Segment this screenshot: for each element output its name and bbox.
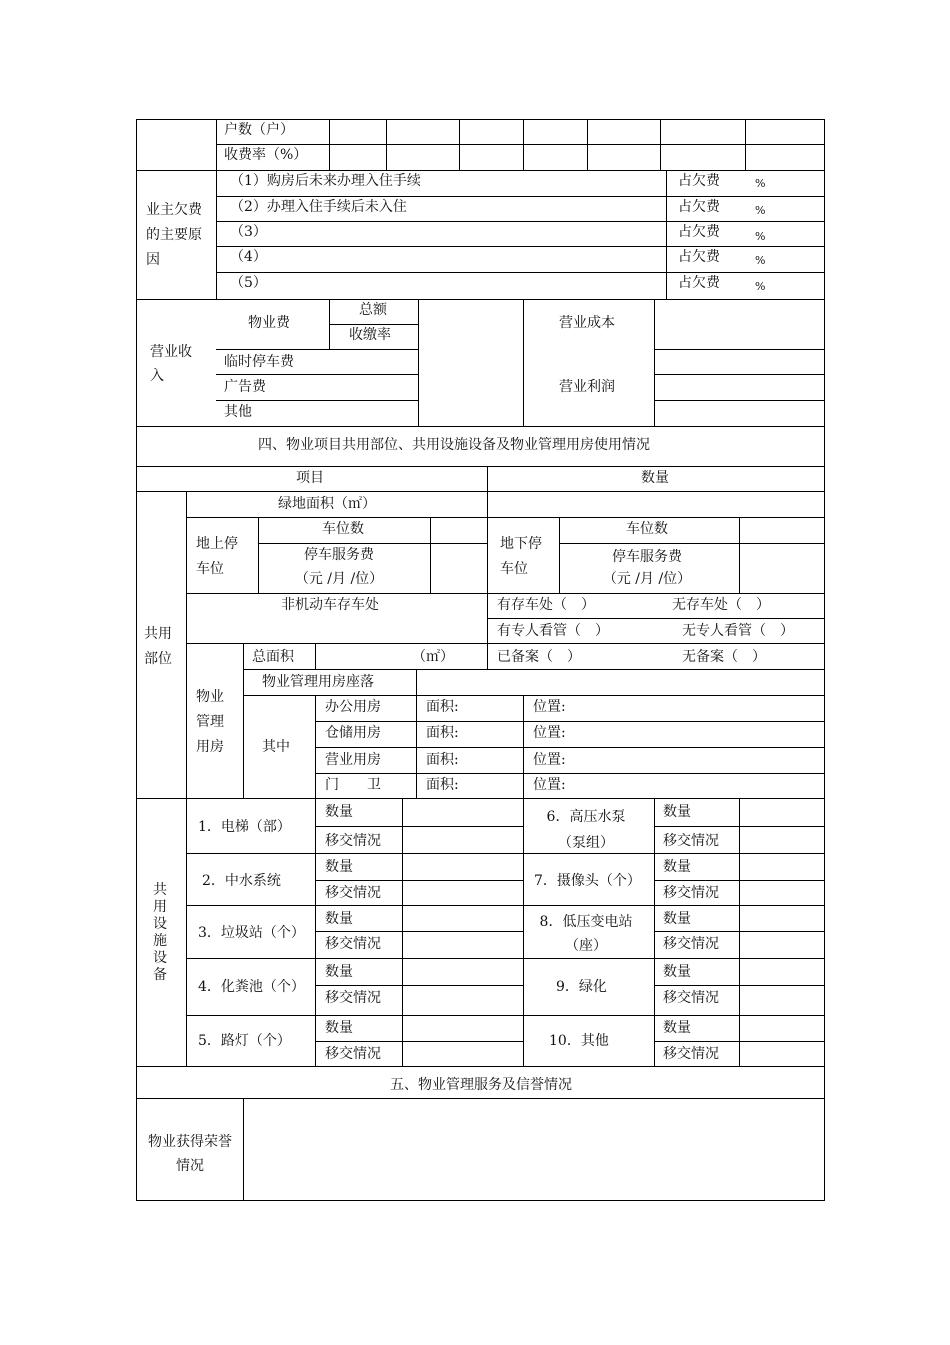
arrears-title: 业主欠费的主要原因 <box>146 202 202 268</box>
arrears-reason-4: （4） <box>230 249 267 265</box>
grid-line <box>136 1200 825 1201</box>
grid-line <box>660 119 661 171</box>
grid-line <box>243 669 825 670</box>
facility-elevator: 1．电梯（部） <box>198 819 291 835</box>
of-which-label: 其中 <box>262 739 290 755</box>
arrears-percent: % <box>755 230 766 243</box>
grid-line <box>654 349 825 350</box>
arrears-reason-5: （5） <box>230 275 267 291</box>
grid-line <box>654 931 825 932</box>
area-label: 面积: <box>426 777 459 793</box>
facility-greening: 9．绿化 <box>556 979 607 995</box>
grid-line <box>329 324 419 325</box>
grid-line <box>745 119 746 171</box>
grid-line <box>459 119 460 171</box>
handover-label: 移交情况 <box>325 833 381 849</box>
facility-camera: 7．摄像头（个） <box>534 873 641 889</box>
grid-line <box>186 1015 825 1016</box>
handover-label: 移交情况 <box>325 1046 381 1062</box>
grid-line <box>186 517 825 518</box>
fee-unit-label: （元 /月 /位） <box>602 571 692 587</box>
has-storage-option: 有存车处（ ） <box>497 597 595 613</box>
room-business: 营业用房 <box>325 752 381 768</box>
grid-line <box>315 826 524 827</box>
facilities-title: 共用设施设备 <box>153 882 167 983</box>
income-title: 营业收入 <box>150 344 192 384</box>
grid-line <box>430 517 431 594</box>
green-area-label: 绿地面积（㎡） <box>278 496 376 512</box>
service-fee-label: 停车服务费 <box>612 549 682 565</box>
fee-unit-label: （元 /月 /位） <box>294 571 384 587</box>
grid-line <box>654 299 655 427</box>
grid-line <box>136 1066 825 1067</box>
grid-line <box>216 272 825 273</box>
grid-line <box>824 119 825 1201</box>
grid-line <box>216 144 825 145</box>
grid-line <box>315 1041 524 1042</box>
service-fee-label: 停车服务费 <box>304 547 374 563</box>
grid-line <box>654 880 825 881</box>
arrears-share-label: 占欠费 <box>678 249 720 265</box>
arrears-reason-3: （3） <box>230 224 267 240</box>
section5-title: 五、物业管理服务及信誉情况 <box>390 1077 572 1093</box>
handover-label: 移交情况 <box>325 936 381 952</box>
profit-label: 营业利润 <box>559 379 615 395</box>
no-keeper-option: 无专人看管（ ） <box>682 623 794 639</box>
grid-line <box>136 798 825 799</box>
facility-substation: 8．低压变电站（座） <box>539 914 633 954</box>
other-income-label: 其他 <box>224 404 252 420</box>
grid-line <box>587 119 588 171</box>
qty-label: 数量 <box>325 804 353 820</box>
grid-line <box>186 958 825 959</box>
handover-label: 移交情况 <box>663 990 719 1006</box>
grid-line <box>559 517 560 594</box>
arrears-reason-1: （1）购房后未来办理入住手续 <box>230 173 421 189</box>
mgmt-room-title: 物业管理用房 <box>196 689 224 755</box>
spaces-label: 车位数 <box>626 521 668 537</box>
grid-line <box>186 853 825 854</box>
handover-label: 移交情况 <box>663 1046 719 1062</box>
grid-line <box>315 798 316 1067</box>
facility-streetlight: 5．路灯（个） <box>198 1033 291 1049</box>
position-label: 位置: <box>533 725 566 741</box>
qty-label: 数量 <box>663 859 691 875</box>
households-label: 户数（户） <box>224 122 294 138</box>
property-fee-label: 物业费 <box>248 315 290 331</box>
total-area-label: 总面积 <box>252 649 294 665</box>
arrears-share-label: 占欠费 <box>678 199 720 215</box>
handover-label: 移交情况 <box>325 990 381 1006</box>
area-label: 面积: <box>426 699 459 715</box>
cost-label: 营业成本 <box>559 315 615 331</box>
grid-line <box>136 426 825 427</box>
sqm-unit: （㎡） <box>412 649 454 665</box>
col-qty-header: 数量 <box>641 470 669 486</box>
position-label: 位置: <box>533 777 566 793</box>
grid-line <box>315 985 524 986</box>
grid-line <box>216 221 825 222</box>
grid-line <box>402 798 403 1067</box>
grid-line <box>216 196 825 197</box>
grid-line <box>136 119 137 1201</box>
grid-line <box>243 695 825 696</box>
not-filed-option: 无备案（ ） <box>682 649 766 665</box>
common-parts-title: 共用部位 <box>144 626 172 667</box>
grid-line <box>136 119 825 120</box>
grid-line <box>136 1098 825 1099</box>
grid-line <box>136 491 825 492</box>
facility-pump: 6．高压水泵（泵组） <box>546 809 626 851</box>
handover-label: 移交情况 <box>663 833 719 849</box>
grid-line <box>258 543 488 544</box>
grid-line <box>329 119 330 171</box>
grid-line <box>186 905 825 906</box>
grid-line <box>315 721 825 722</box>
room-guard: 门 卫 <box>325 777 381 793</box>
grid-line <box>186 643 825 644</box>
grid-line <box>315 773 825 774</box>
grid-line <box>654 826 825 827</box>
grid-line <box>216 246 825 247</box>
grid-line <box>654 798 655 1067</box>
collection-rate-label: 收费率（%） <box>224 147 308 163</box>
ads-label: 广告费 <box>224 379 266 395</box>
arrears-percent: % <box>755 204 766 217</box>
handover-label: 移交情况 <box>325 885 381 901</box>
arrears-share-label: 占欠费 <box>678 224 720 240</box>
qty-label: 数量 <box>325 911 353 927</box>
no-storage-option: 无存车处（ ） <box>672 597 770 613</box>
temp-parking-label: 临时停车费 <box>224 354 294 370</box>
spaces-label: 车位数 <box>322 521 364 537</box>
grid-line <box>186 491 187 799</box>
facility-garbage: 3．垃圾站（个） <box>198 925 305 941</box>
grid-line <box>136 466 825 467</box>
grid-line <box>654 985 825 986</box>
qty-label: 数量 <box>663 911 691 927</box>
arrears-percent: % <box>755 254 766 267</box>
grid-line <box>315 931 524 932</box>
collection-label: 收缴率 <box>349 327 391 343</box>
grid-line <box>654 374 825 375</box>
grid-line <box>216 400 419 401</box>
grid-line <box>654 1041 825 1042</box>
qty-label: 数量 <box>663 1020 691 1036</box>
underground-parking-label: 地下停车位 <box>500 536 542 577</box>
grid-line <box>523 798 524 1067</box>
grid-line <box>243 1098 244 1201</box>
ground-parking-label: 地上停车位 <box>196 536 238 577</box>
grid-line <box>136 170 825 171</box>
grid-line <box>243 643 244 799</box>
arrears-share-label: 占欠费 <box>678 275 720 291</box>
grid-line <box>523 119 524 171</box>
grid-line <box>329 299 330 350</box>
grid-line <box>315 747 825 748</box>
section4-title: 四、物业项目共用部位、共用设施设备及物业管理用房使用情况 <box>258 437 650 453</box>
qty-label: 数量 <box>663 804 691 820</box>
grid-line <box>739 517 740 594</box>
grid-line <box>216 374 419 375</box>
grid-line <box>216 349 419 350</box>
grid-line <box>487 618 825 619</box>
area-label: 面积: <box>426 725 459 741</box>
qty-label: 数量 <box>663 964 691 980</box>
qty-label: 数量 <box>325 964 353 980</box>
honors-label: 物业获得荣誉情况 <box>148 1134 232 1174</box>
grid-line <box>315 643 316 670</box>
grid-line <box>654 400 825 401</box>
col-item-header: 项目 <box>296 470 324 486</box>
grid-line <box>739 798 740 1067</box>
filed-option: 已备案（ ） <box>497 649 581 665</box>
grid-line <box>186 798 187 1067</box>
qty-label: 数量 <box>325 859 353 875</box>
grid-line <box>186 593 825 594</box>
facility-other: 10．其他 <box>549 1033 609 1049</box>
handover-label: 移交情况 <box>663 936 719 952</box>
total-label: 总额 <box>359 302 387 318</box>
grid-line <box>523 299 524 427</box>
arrears-share-label: 占欠费 <box>678 173 720 189</box>
nonmotor-label: 非机动车存车处 <box>281 597 379 613</box>
grid-line <box>666 170 667 300</box>
room-storage: 仓储用房 <box>325 725 381 741</box>
location-label: 物业管理用房座落 <box>262 674 374 690</box>
qty-label: 数量 <box>325 1020 353 1036</box>
handover-label: 移交情况 <box>663 885 719 901</box>
grid-line <box>487 491 488 644</box>
grid-line <box>416 669 417 696</box>
position-label: 位置: <box>533 752 566 768</box>
facility-septic: 4．化粪池（个） <box>198 979 305 995</box>
grid-line <box>487 643 488 670</box>
has-keeper-option: 有专人看管（ ） <box>497 623 609 639</box>
room-office: 办公用房 <box>325 699 381 715</box>
grid-line <box>487 466 488 492</box>
area-label: 面积: <box>426 752 459 768</box>
facility-reclaimed-water: 2．中水系统 <box>202 873 281 889</box>
arrears-reason-2: （2）办理入住手续后未入住 <box>230 199 407 215</box>
grid-line <box>559 543 825 544</box>
arrears-percent: % <box>755 177 766 190</box>
grid-line <box>386 119 387 171</box>
grid-line <box>136 299 825 300</box>
arrears-percent: % <box>755 280 766 293</box>
position-label: 位置: <box>533 699 566 715</box>
grid-line <box>315 880 524 881</box>
grid-line <box>258 517 259 594</box>
grid-line <box>418 299 419 427</box>
